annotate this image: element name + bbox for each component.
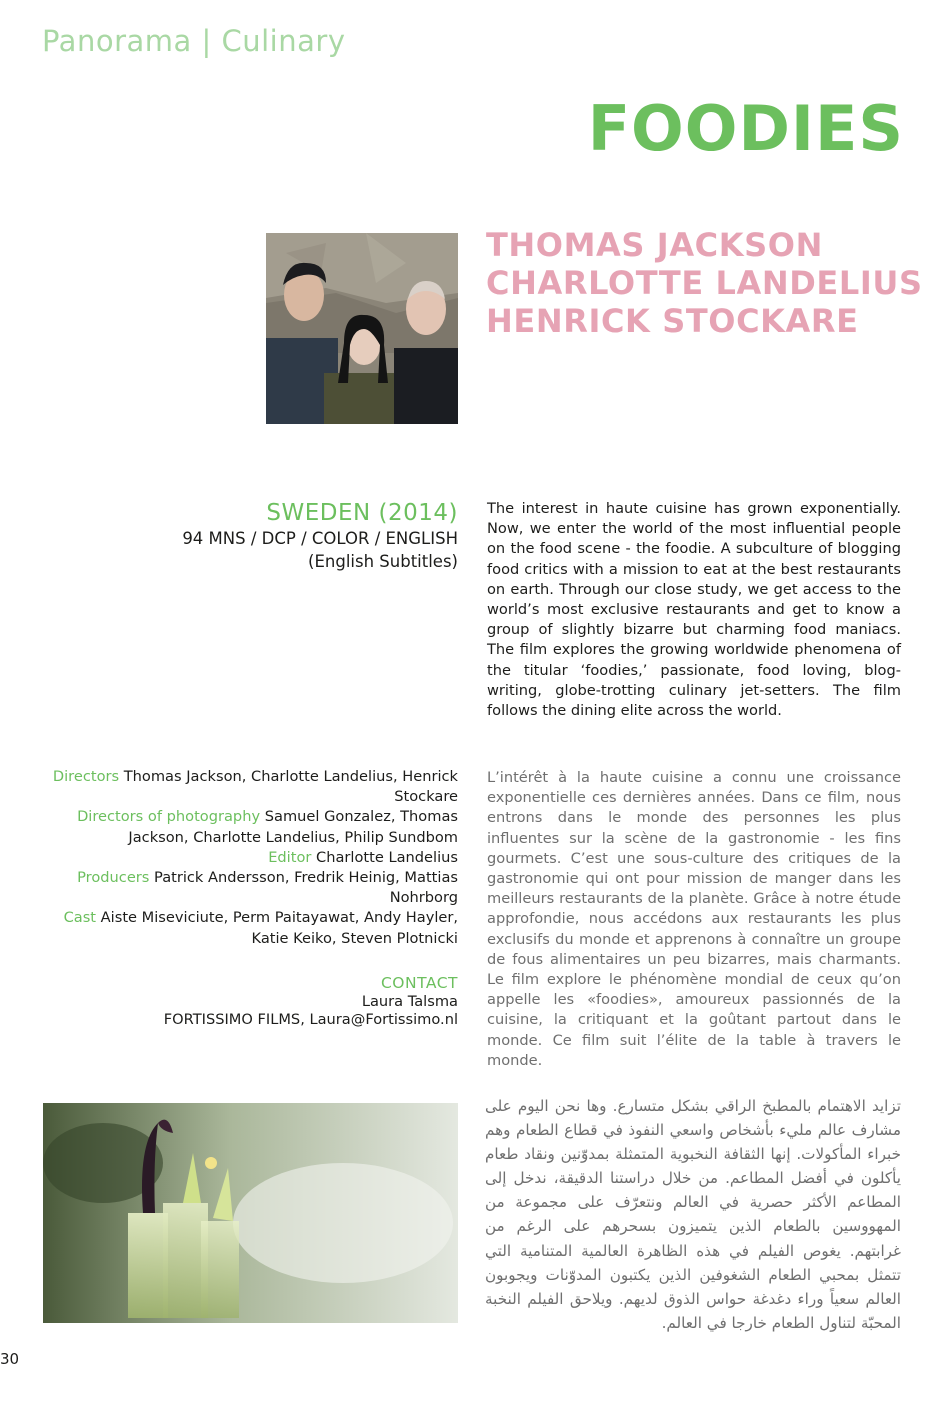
editor-label: Editor bbox=[268, 848, 312, 866]
directors-photo bbox=[266, 233, 458, 424]
food-photo bbox=[43, 1103, 458, 1323]
credits bbox=[38, 767, 458, 949]
dop-value: Samuel Gonzalez, Thomas Jackson, Charlotte Landelius, Philip Sundbom bbox=[128, 808, 458, 846]
name-3: HENRICK STOCKARE bbox=[486, 302, 859, 340]
film-subtitles: (English Subtitles) bbox=[308, 552, 458, 571]
cast-value: Aiste Miseviciute, Perm Paitayawat, Andy Hayler, Katie Keiko, Steven Plotnicki bbox=[100, 909, 458, 947]
directors-value: Thomas Jackson, Charlotte Landelius, Henrick Stockare bbox=[123, 768, 458, 806]
directors-names bbox=[486, 226, 923, 340]
section-header: Panorama | Culinary bbox=[42, 24, 346, 58]
dop-label: Directors of photography bbox=[77, 808, 261, 826]
contact-company-email[interactable]: FORTISSIMO FILMS, Laura@Fortissimo.nl bbox=[163, 1011, 458, 1028]
cast-label: Cast bbox=[63, 909, 97, 927]
contact-block bbox=[38, 974, 458, 1030]
synopsis-french: L’intérêt à la haute cuisine a connu une croissance exponentielle ces dernières années. Dans ce film, nous entrons dans le monde des personnes les plus influentes sur la scène de la gastronomie - les fins gourmets. C’est une sous-culture des critiques de la gastronomie qui ont pour mission de manger dans les meilleurs restaurants de la planète. Grâce à notre étude approfondie, nous accédons aux restaurants les plus exclusifs du monde et apprenons à connaître un groupe de fous alimentaires un peu bizarres, mais charmants. Le film explore le phénomène mondial de ceux qu’on appelle les «foodies», amoureux passionnés de la cuisine, la critiquant et la goûtant partout dans le monde. Ce film suit l’élite de la table à travers le monde. bbox=[487, 769, 901, 1069]
synopsis-arabic: تزايد الاهتمام بالمطبخ الراقي بشكل متسارع. وها نحن اليوم على مشارف عالم مليء بأشخاص واسعي النفوذ في قطاع الطعام وهم خبراء المأكولات. إنها الثقافة النخبوية المتمثلة بمدوّنين ونقاد طعام يأكلون في أفضل المطاعم. من خلال دراستنا الدقيقة، ندخل إلى المطاعم الأكثر حصرية في العالم ونتعرّف على مجموعة من المهووسين بالطعام الذين يتميزون بسحرهم على الرغم من غرابتهم. يغوص الفيلم في هذه الظاهرة العالمية المتنامية التي تتمثل بمحبي الطعام الشغوفين الذين يكتبون المدوّنات ويجوبون العالم سعياً وراء دغدغة حواس الذوق لديهم. ويلاحق الفيلم النخبة المحبّة لتناول الطعام خارجا في العالم. bbox=[485, 1097, 901, 1332]
film-title: FOODIES bbox=[587, 92, 904, 165]
contact-label: CONTACT bbox=[380, 974, 458, 992]
name-2: CHARLOTTE LANDELIUS bbox=[486, 264, 923, 302]
film-specs: 94 MNS / DCP / COLOR / ENGLISH bbox=[182, 529, 458, 548]
page-number: 30 bbox=[0, 1350, 20, 1368]
film-info bbox=[58, 499, 458, 573]
name-1: THOMAS JACKSON bbox=[486, 226, 823, 264]
synopsis-english: The interest in haute cuisine has grown exponentially. Now, we enter the world of the most influential people on the food scene - the foodie. A subculture of blogging food critics with a mission to eat at the best restaurants on earth. Through our close study, we get access to the world’s most exclusive restaurants and get to know a group of slightly bizarre but charming food maniacs. The film explores the growing worldwide phenomena of the titular ‘foodies,’ passionate, food loving, blog-writing, globe-trotting culinary jet-setters. The film follows the dining elite across the world. bbox=[487, 500, 901, 720]
editor-value: Charlotte Landelius bbox=[316, 848, 458, 866]
producers-label: Producers bbox=[77, 869, 150, 887]
contact-name: Laura Talsma bbox=[361, 992, 458, 1010]
producers-value: Patrick Andersson, Fredrik Heinig, Mattias Nohrborg bbox=[154, 869, 458, 907]
directors-label: Directors bbox=[52, 768, 120, 785]
country-year: SWEDEN (2014) bbox=[266, 500, 458, 526]
